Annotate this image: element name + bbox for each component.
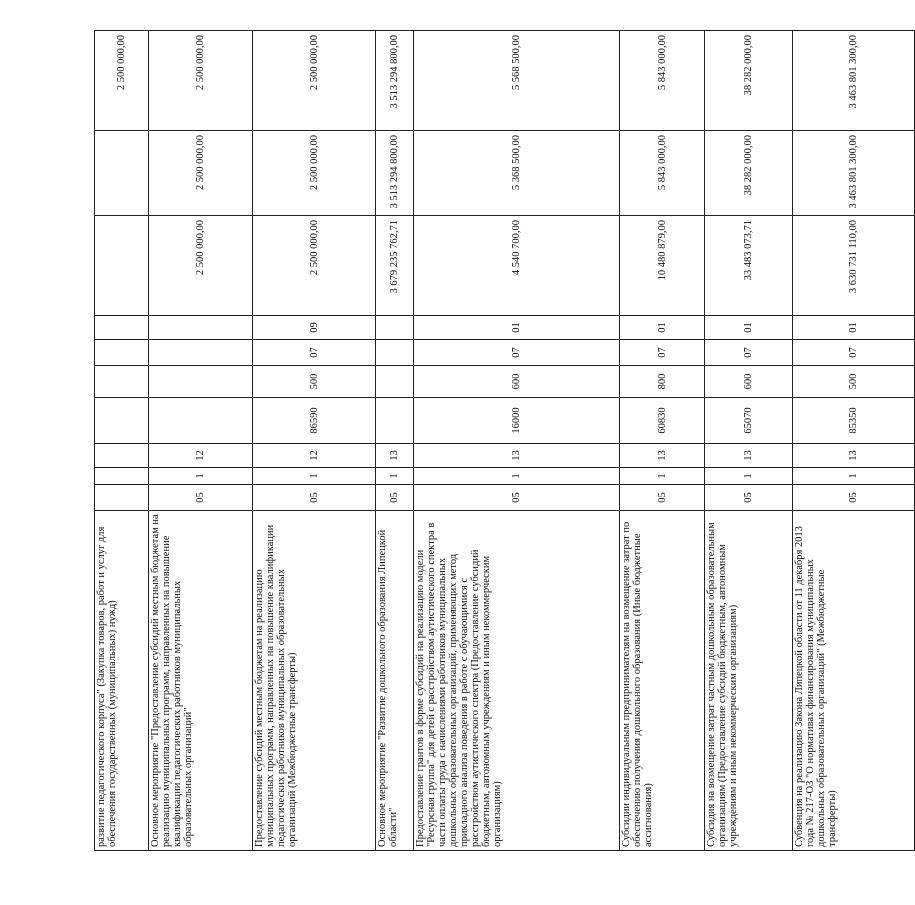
code-subsection: 01 [793,316,915,340]
code-program: 05 [620,485,705,511]
code-expense-type [149,366,253,398]
code-program [95,485,149,511]
code-event: 12 [149,444,253,468]
code-subprogram: 1 [793,468,915,485]
code-expense-type: 600 [414,366,620,398]
amount-year-2: 5 368 500,00 [414,131,620,216]
row-name: Субсидии индивидуальным предпринимателям на возмещение затрат по обеспечению получения дошкольного образования (Иные бюджетные ассигнования) [620,511,705,851]
table-row [376,31,414,851]
table-row [620,31,705,851]
row-name: Субсидия на возмещение затрат частным дошкольным образовательным организациям (Предоставление субсидий бюджетным, автономным учреждениям и иным некоммерческим организациям) [705,511,793,851]
code-subprogram: 1 [253,468,376,485]
code-program: 05 [253,485,376,511]
table-row [95,31,149,851]
code-expense-type: 600 [705,366,793,398]
code-direction: 60830 [620,398,705,444]
code-section: 07 [253,340,376,366]
code-section [95,340,149,366]
code-subprogram: 1 [376,468,414,485]
amount-year-3: 2 500 000,00 [95,31,149,131]
row-name: развитие педагогического корпуса" (Закупка товаров, работ и услуг для обеспечения государственных (муниципальных) нужд) [95,511,149,851]
code-direction: 16000 [414,398,620,444]
code-direction [376,398,414,444]
amount-year-2: 5 843 000,00 [620,131,705,216]
code-event: 12 [253,444,376,468]
amount-year-3: 3 463 801 300,00 [793,31,915,131]
code-section [149,340,253,366]
code-direction: 85350 [793,398,915,444]
table-row [793,31,915,851]
code-direction [95,398,149,444]
amount-year-2: 2 500 000,00 [253,131,376,216]
amount-year-3: 5 843 000,00 [620,31,705,131]
code-subsection: 01 [620,316,705,340]
code-event: 13 [414,444,620,468]
code-event: 13 [705,444,793,468]
table-row [414,31,620,851]
amount-year-1: 33 483 073,71 [705,216,793,316]
amount-year-3: 2 500 000,00 [149,31,253,131]
row-name: Предоставление субсидий местным бюджетам на реализацию муниципальных программ, направленных на повышение квалификации педагогических работников муниципальных образовательных организаций (Межбюджетные трансферты) [253,511,376,851]
amount-year-1: 4 540 700,00 [414,216,620,316]
code-subprogram: 1 [414,468,620,485]
row-name: Предоставление грантов в форме субсидий на реализацию модели "Ресурсная группа" для детей с расстройством аутистического спектра в части оплаты труда с начислениями работников муниципальных дошкольных образовательных организаций, применяющих метод прикладного анализа поведения в работе с обучающимися с расстройством аутистического спектра (Предоставление субсидий бюджетным, автономным учреждениям и иным некоммерческим организациям) [414,511,620,851]
amount-year-2: 38 282 000,00 [705,131,793,216]
code-subsection: 01 [414,316,620,340]
code-event: 13 [793,444,915,468]
amount-year-2: 2 500 000,00 [149,131,253,216]
code-expense-type: 500 [253,366,376,398]
budget-table [94,30,915,851]
amount-year-1: 3 679 235 762,71 [376,216,414,316]
amount-year-1 [95,216,149,316]
code-subsection: 09 [253,316,376,340]
code-program: 05 [376,485,414,511]
amount-year-3: 2 500 000,00 [253,31,376,131]
code-subsection [376,316,414,340]
code-section [376,340,414,366]
table-row [253,31,376,851]
code-program: 05 [149,485,253,511]
amount-year-2: 3 463 801 300,00 [793,131,915,216]
code-expense-type [376,366,414,398]
code-subprogram: 1 [620,468,705,485]
code-direction [149,398,253,444]
code-subsection [149,316,253,340]
code-event: 13 [376,444,414,468]
code-section: 07 [620,340,705,366]
code-subprogram: 1 [149,468,253,485]
amount-year-1: 10 480 879,00 [620,216,705,316]
amount-year-1: 3 630 731 110,00 [793,216,915,316]
code-program: 05 [414,485,620,511]
amount-year-3: 5 568 500,00 [414,31,620,131]
code-direction: 65070 [705,398,793,444]
amount-year-2: 3 513 294 800,00 [376,131,414,216]
code-section: 07 [414,340,620,366]
code-expense-type [95,366,149,398]
amount-year-1: 2 500 000,00 [149,216,253,316]
table-row [705,31,793,851]
code-direction: 86590 [253,398,376,444]
code-subsection: 01 [705,316,793,340]
code-event [95,444,149,468]
table-row [149,31,253,851]
code-subprogram: 1 [705,468,793,485]
amount-year-1: 2 500 000,00 [253,216,376,316]
code-section: 07 [705,340,793,366]
code-expense-type: 800 [620,366,705,398]
amount-year-2 [95,131,149,216]
amount-year-3: 3 513 294 800,00 [376,31,414,131]
code-expense-type: 500 [793,366,915,398]
code-event: 13 [620,444,705,468]
amount-year-3: 38 282 000,00 [705,31,793,131]
code-program: 05 [793,485,915,511]
code-subprogram [95,468,149,485]
row-name: Субвенция на реализацию Закона Липецкой области от 11 декабря 2013 года № 217-ОЗ "О нормативах финансирования муниципальных дошкольных образовательных организаций" (Межбюджетные трансферты) [793,511,915,851]
row-name: Основное мероприятие "Предоставление субсидий местным бюджетам на реализацию муниципальных программ, направленных на повышение квалификации педагогических работников муниципальных образовательных организаций" [149,511,253,851]
code-subsection [95,316,149,340]
row-name: Основное мероприятие "Развитие дошкольного образования Липецкой области" [376,511,414,851]
code-program: 05 [705,485,793,511]
code-section: 07 [793,340,915,366]
